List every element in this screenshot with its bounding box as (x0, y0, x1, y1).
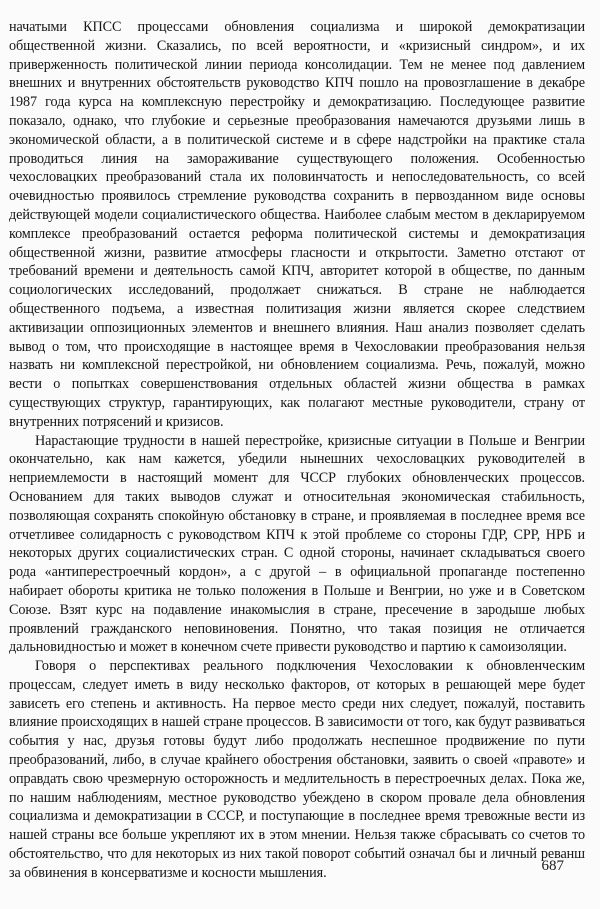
paragraph-2: Нарастающие трудности в нашей перестройке, кризисные ситуации в Польше и Венгрии окончательно, как нам кажется, убедили нынешних чехословацких руководителей в неприемлемости в настоящий момент для ЧССР глубоких обновленческих процессов. Основанием для таких выводов служат и относительная экономическая стабильность, позволяющая сохранять спокойную обстановку в стране, и проявляемая в последнее время все отчетливее солидарность с руководством КПЧ к этой проблеме со стороны ГДР, СРР, НРБ и некоторых других социалистических стран. С одной стороны, начинает складываться своего рода «антиперестроечный кордон», а с другой – в официальной пропаганде постепенно набирает обороты критика не только положения в Польше и Венгрии, но уже и в Советском Союзе. Взят курс на подавление инакомыслия в стране, пресечение в зародыше любых проявлений гражданского неповиновения. Понятно, что такая позиция не отличается дальновидностью и может в конечном счете привести руководство и партию к самоизоляции. (9, 432, 585, 656)
body-text (9, 18, 585, 883)
paragraph-1: начатыми КПСС процессами обновления социализма и широкой демократизации общественной жизни. Сказались, по всей вероятности, и «кризисный синдром», и их приверженность политической линии периода консолидации. Тем не менее под давлением внешних и внутренних обстоятельств руководство КПЧ пошло на провозглашение в декабре 1987 года курса на комплексную перестройку и демократизацию. Последующее развитие показало, однако, что глубокие и серьезные преобразования намечаются друзьями лишь в экономической области, а в политической системе и в сфере надстройки на практике стала проводиться линия на замораживание существующего положения. Особенностью чехословацких преобразований стала их половинчатость и непоследовательность, со всей очевидностью проявилось стремление руководства сохранить в первозданном виде основы действующей модели социалистического общества. Наиболее слабым местом в декларируемом комплексе преобразований остается реформа политической системы и демократизация общественной жизни, развитие атмосферы гласности и открытости. Заметно отстают от требований времени и деятельность самой КПЧ, авторитет которой в обществе, по данным социологических исследований, продолжает снижаться. В стране не наблюдается общественного подъема, а известная политизация жизни является скорее следствием активизации оппозиционных элементов и внешнего влияния. Наш анализ позволяет сделать вывод о том, что происходящие в настоящее время в Чехословакии преобразования нельзя назвать ни комплексной перестройкой, ни обновлением социализма. Речь, пожалуй, можно вести о попытках совершенствования отдельных областей жизни общества в рамках существующих структур, гарантирующих, как полагают местные руководители, страну от внутренних потрясений и кризисов. (9, 19, 585, 430)
paragraph-3: Говоря о перспективах реального подключения Чехословакии к обновленческим процессам, следует иметь в виду несколько факторов, от которых в решающей мере будет зависеть его степень и активность. На первое место среди них следует, пожалуй, поставить влияние происходящих в нашей стране процессов. В зависимости от того, как будут развиваться события у нас, друзья готовы будут либо продолжать неспешное продвижение по пути преобразований, либо, в случае крайнего обострения обстановки, заявить о своей «правоте» и оправдать свою чрезмерную осторожность и медлительность в перестроечных делах. Пока же, по нашим наблюдениям, местное руководство убеждено в скором провале дела обновления социализма и демократизации в СССР, и поступающие в последнее время тревожные вести из нашей страны все больше укрепляют их в этом мнении. Нельзя также сбрасывать со счетов то обстоятельство, что для некоторых из них такой поворот событий означал бы и личный реванш за обвинения в консерватизме и косности мышления. (9, 658, 585, 881)
page-number: 687 (541, 858, 564, 874)
